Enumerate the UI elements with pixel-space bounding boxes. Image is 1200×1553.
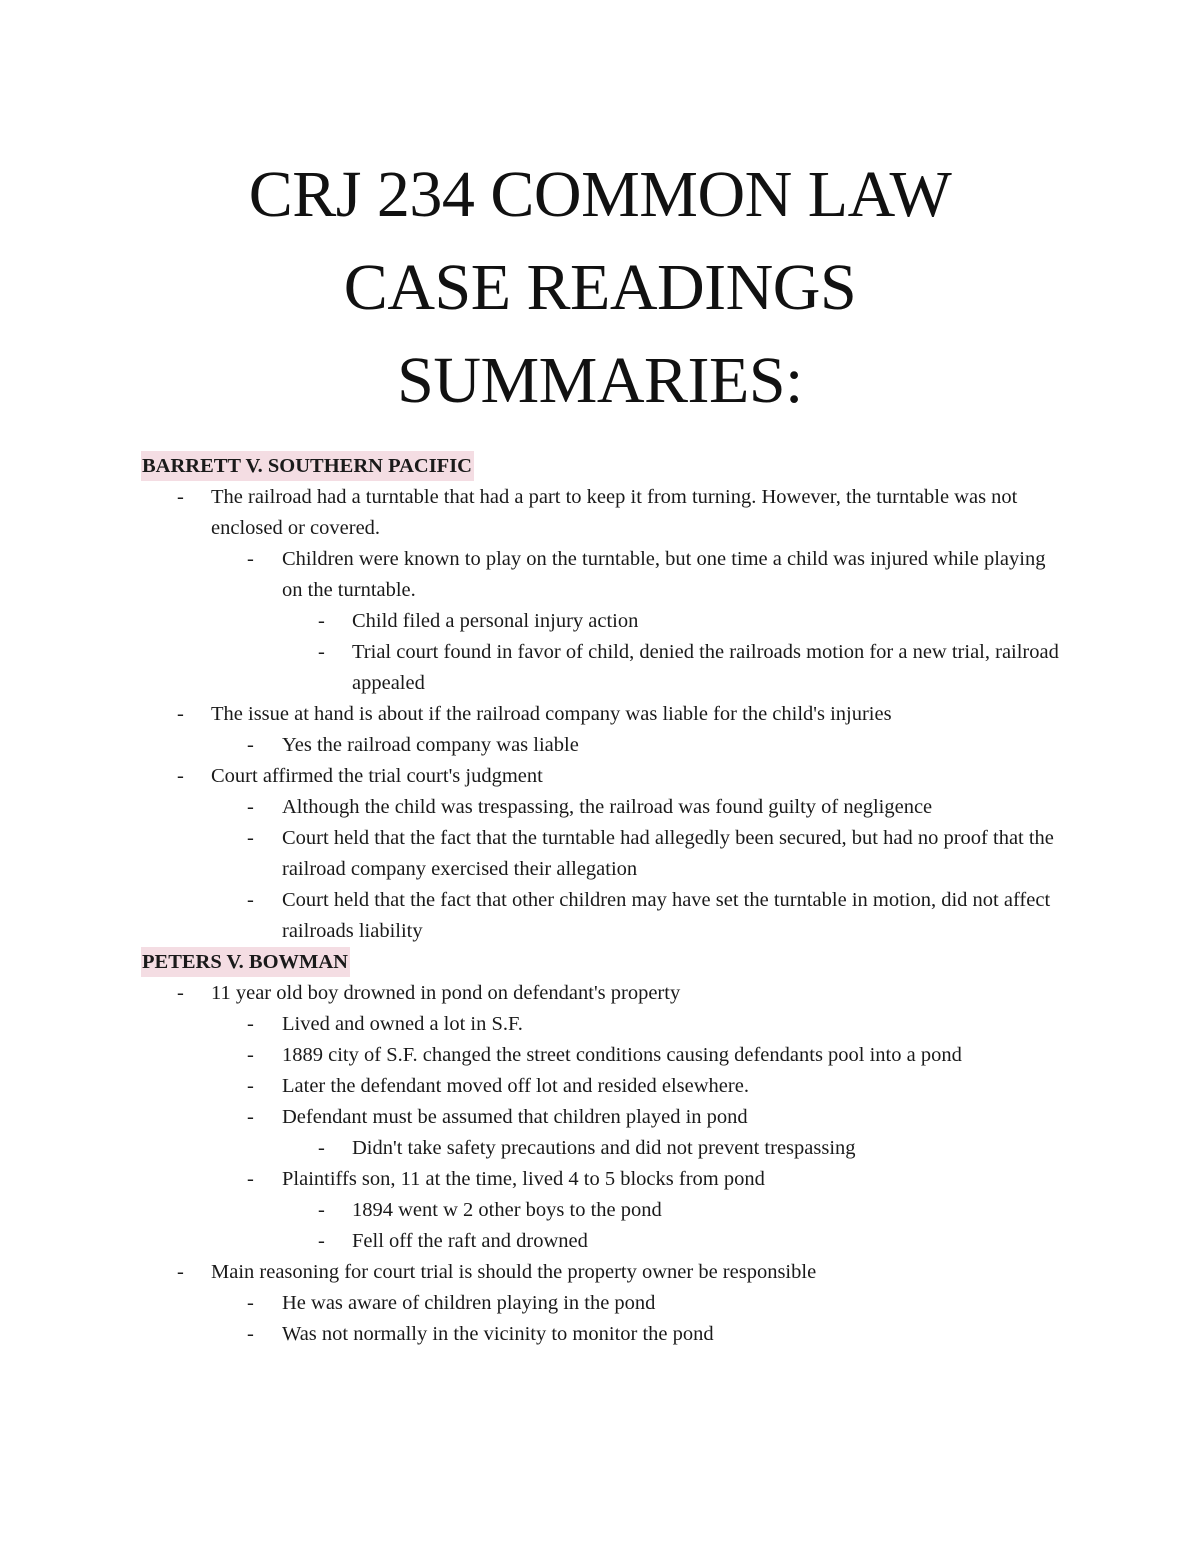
- list-item-text: Fell off the raft and drowned: [352, 1230, 588, 1252]
- document-title: [0, 148, 1200, 427]
- bullet-dash-icon: -: [247, 1292, 254, 1314]
- list-item: [141, 885, 1061, 947]
- bullet-dash-icon: -: [247, 827, 254, 849]
- bullet-dash-icon: -: [247, 889, 254, 911]
- list-item: [141, 792, 1061, 823]
- list-item: [141, 544, 1061, 606]
- list-item-text: Court affirmed the trial court's judgment: [211, 765, 543, 787]
- bullet-dash-icon: -: [177, 703, 184, 725]
- bullet-dash-icon: -: [247, 1106, 254, 1128]
- bullet-dash-icon: -: [247, 1323, 254, 1345]
- list-item: [141, 637, 1061, 699]
- list-item-text: Main reasoning for court trial is should the property owner be responsible: [211, 1261, 817, 1283]
- case-section: [141, 451, 1061, 947]
- bullet-dash-icon: -: [318, 1230, 325, 1252]
- list-item-text: Child filed a personal injury action: [352, 610, 639, 632]
- list-item: [141, 1040, 1061, 1071]
- list-item-text: The railroad had a turntable that had a part to keep it from turning. However, the turntable was not enclosed or covered.: [211, 486, 1018, 539]
- list-item-text: Was not normally in the vicinity to monitor the pond: [282, 1323, 714, 1345]
- bullet-dash-icon: -: [318, 1137, 325, 1159]
- bullet-dash-icon: -: [318, 610, 325, 632]
- title-line-3: SUMMARIES:: [397, 344, 803, 417]
- case-heading: BARRETT V. SOUTHERN PACIFIC: [141, 451, 474, 481]
- list-item: [141, 699, 1061, 730]
- list-item: [141, 1195, 1061, 1226]
- bullet-dash-icon: -: [177, 1261, 184, 1283]
- list-item: [141, 1257, 1061, 1288]
- case-section: [141, 947, 1061, 1350]
- bullet-dash-icon: -: [318, 641, 325, 663]
- list-item-text: Didn't take safety precautions and did not prevent trespassing: [352, 1137, 856, 1159]
- list-item: [141, 482, 1061, 544]
- list-item: [141, 1009, 1061, 1040]
- list-item: [141, 823, 1061, 885]
- bullet-dash-icon: -: [247, 1044, 254, 1066]
- list-item-text: Children were known to play on the turntable, but one time a child was injured while playing on the turntable.: [282, 548, 1046, 601]
- bullet-dash-icon: -: [177, 982, 184, 1004]
- title-line-1: CRJ 234 COMMON LAW: [248, 158, 952, 231]
- list-item: [141, 1164, 1061, 1195]
- bullet-dash-icon: -: [247, 734, 254, 756]
- bullet-dash-icon: -: [247, 548, 254, 570]
- case-heading: PETERS V. BOWMAN: [141, 947, 350, 977]
- list-item-text: He was aware of children playing in the pond: [282, 1292, 656, 1314]
- title-line-2: CASE READINGS: [343, 251, 857, 324]
- list-item: [141, 1102, 1061, 1133]
- list-item-text: Although the child was trespassing, the railroad was found guilty of negligence: [282, 796, 933, 818]
- bullet-dash-icon: -: [247, 1013, 254, 1035]
- bullet-dash-icon: -: [177, 486, 184, 508]
- list-item-text: The issue at hand is about if the railroad company was liable for the child's injuries: [211, 703, 892, 725]
- document-body: [141, 451, 1061, 1350]
- list-item-text: Lived and owned a lot in S.F.: [282, 1013, 523, 1035]
- list-item-text: Later the defendant moved off lot and resided elsewhere.: [282, 1075, 749, 1097]
- list-item: [141, 1319, 1061, 1350]
- bullet-dash-icon: -: [177, 765, 184, 787]
- list-item-text: 1894 went w 2 other boys to the pond: [352, 1199, 662, 1221]
- list-item-text: 11 year old boy drowned in pond on defendant's property: [211, 982, 681, 1004]
- case-notes-list: [141, 482, 1061, 947]
- list-item: [141, 1133, 1061, 1164]
- list-item: [141, 606, 1061, 637]
- list-item: [141, 1226, 1061, 1257]
- list-item: [141, 978, 1061, 1009]
- bullet-dash-icon: -: [247, 796, 254, 818]
- bullet-dash-icon: -: [247, 1075, 254, 1097]
- bullet-dash-icon: -: [318, 1199, 325, 1221]
- bullet-dash-icon: -: [247, 1168, 254, 1190]
- list-item-text: 1889 city of S.F. changed the street conditions causing defendants pool into a pond: [282, 1044, 962, 1066]
- list-item: [141, 761, 1061, 792]
- list-item-text: Defendant must be assumed that children played in pond: [282, 1106, 748, 1128]
- list-item: [141, 1288, 1061, 1319]
- list-item-text: Court held that the fact that the turntable had allegedly been secured, but had no proof that the railroad company exercised their allegation: [282, 827, 1054, 880]
- list-item: [141, 1071, 1061, 1102]
- list-item-text: Court held that the fact that other children may have set the turntable in motion, did not affect railroads liability: [282, 889, 1051, 942]
- case-notes-list: [141, 978, 1061, 1350]
- list-item: [141, 730, 1061, 761]
- list-item-text: Plaintiffs son, 11 at the time, lived 4 to 5 blocks from pond: [282, 1168, 765, 1190]
- list-item-text: Yes the railroad company was liable: [282, 734, 579, 756]
- list-item-text: Trial court found in favor of child, denied the railroads motion for a new trial, railroad appealed: [352, 641, 1059, 694]
